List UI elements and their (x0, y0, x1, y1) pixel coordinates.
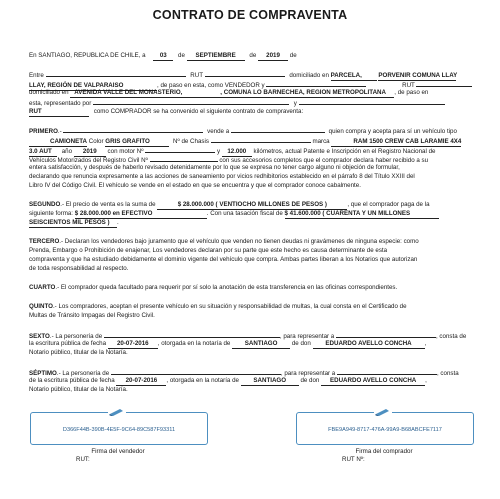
clause-primero-6: declarando que renuncia expresamente a las acciones de saneamiento por vicios redhibitorios establecido en el párrafo 8 del Título XXIII del (29, 173, 415, 180)
intro-line-4: esta, representado por y (29, 98, 472, 108)
buyer-signature-hash: FBE9A949-8717-476A-99A9-B68ABCFE7117 (328, 427, 442, 433)
clause-sexto-2: la escritura pública de fecha 20-07-2016 , otorgada en la notaría de SANTIAGO de don EDUARDO AVELLO CONCHA , (29, 340, 427, 347)
clause-tercero-1: TERCERO.- Declaran los vendedores bajo juramento que el vehículo que venden no tienen deudas ni gravámenes de ninguna especie: como (29, 238, 419, 245)
clause-sexto-3: Notario público, titular de la Notaría. (29, 349, 128, 356)
intro-line-5: RUT como COMPRADOR se ha convenido el siguiente contrato de compraventa: (29, 108, 304, 115)
clause-primero-5: entera satisfacción, y después de haberlo revisado detenidamente por lo que se expresa no tener cargo alguno ni objeción de formular, (29, 164, 400, 171)
clause-quinto-1: QUINTO.- Los compradores, aceptan el presente vehículo en su situación y responsabilidad de multas, la cual consta en el Certificado de (29, 303, 407, 310)
clause-primero-3: 3.0 AUT año 2019 con motor Nº y 12.000 kilómetros, actual Patente e Inscripción en el Registro Nacional de (29, 148, 436, 155)
clause-septimo-3: Notario público, titular de la Notaría. (29, 386, 128, 393)
intro-line-2: LLAY, REGIÓN DE VALPARAISO , de paso en esta, como VENDEDOR y RUT (29, 80, 472, 91)
clause-tercero-4: de toda responsabilidad al respecto. (29, 265, 129, 272)
intro-line-3: domiciliado en AVENIDA VALLE DEL MONASTERIO, , COMUNA LO BARNECHEA, REGIÓN METROPOLITANA , de paso en (29, 89, 429, 96)
seller-rut-caption: RUT: (76, 456, 90, 463)
seller-signature-hash: D366F44B-390B-4E5F-9C64-89C587F93311 (62, 427, 176, 433)
clause-sexto-1: SEXTO.- La personería de , para representar a , consta de (29, 333, 467, 340)
intro-line-1: Entre RUT domiciliado en PARCELA, PORVENIR COMUNA LLAY (29, 72, 458, 79)
clause-septimo-2: de la escritura pública de fecha 20-07-2016 , otorgada en la notaría de SANTIAGO de don EDUARDO AVELLO CONCHA , (29, 377, 427, 384)
buyer-rut-caption: RUT Nº: (342, 456, 365, 463)
clause-quinto-2: Multas de Tránsito Impagas del Registro Civil. (29, 312, 155, 319)
buyer-signature-caption (296, 448, 472, 464)
pen-icon (374, 407, 392, 417)
intro-date-line: En SANTIAGO, REPUBLICA DE CHILE, a 03 de SEPTIEMBRE de 2019 de (29, 52, 297, 59)
clause-primero-2: CAMIONETA Color GRIS GRAFITO Nº de Chasis marca RAM 1500 CREW CAB LARAMIE 4X4 (29, 136, 472, 147)
clause-segundo-2: siguiente forma: $ 28.000.000 en EFECTIVO . Con una tasación fiscal de $ 41.600.000 ( CUARENTA Y UN MILLONES (29, 210, 472, 219)
seller-signature-box[interactable] (30, 412, 208, 445)
clause-cuarto: CUARTO.- El comprador queda facultado para requerir por sí solo la anotación de esta transferencia en las oficinas correspondientes. (29, 284, 398, 291)
clause-primero-1: PRIMERO.- vende a quien compra y acepta para sí un vehículo tipo (29, 128, 457, 135)
contract-title: CONTRATO DE COMPRAVENTA (152, 8, 348, 22)
clause-segundo-1: SEGUNDO.- El precio de venta es la suma de $ 28.000.000 ( VENTIOCHO MILLONES DE PESOS ) , que el comprador paga de la (29, 201, 430, 208)
clause-segundo-3: SEISCIENTOS MIL PESOS ) . (29, 219, 119, 226)
buyer-caption-label: Firma del comprador (355, 448, 413, 455)
clause-tercero-3: compraventa y que ha estudiado debidamente el dominio vigente del vehículo que compra. Ambas partes liberan a los Notarios que autorizan (29, 256, 418, 263)
clause-septimo-1: SÉPTIMO.- La personería de , para representar a , consta (29, 370, 459, 377)
seller-signature-caption (30, 448, 206, 464)
clause-tercero-2: Prenda, Embargo o Prohibición de enajenar, Los vendedores declaran por su parte que este hecho es causa determinante de esta (29, 247, 388, 254)
clause-primero-4: Vehículos Motorizados del Registro Civil Nº con sus accesorios completos que el comprador declara haber recibido a su (29, 157, 429, 164)
seller-caption-label: Firma del vendedor (91, 448, 145, 455)
clause-primero-7: Libro IV del Código Civil. El vehículo se vende en el estado en que se encuentra y que el comprador conoce cabalmente. (29, 182, 361, 189)
buyer-signature-box[interactable] (296, 412, 474, 445)
pen-icon (108, 407, 126, 417)
